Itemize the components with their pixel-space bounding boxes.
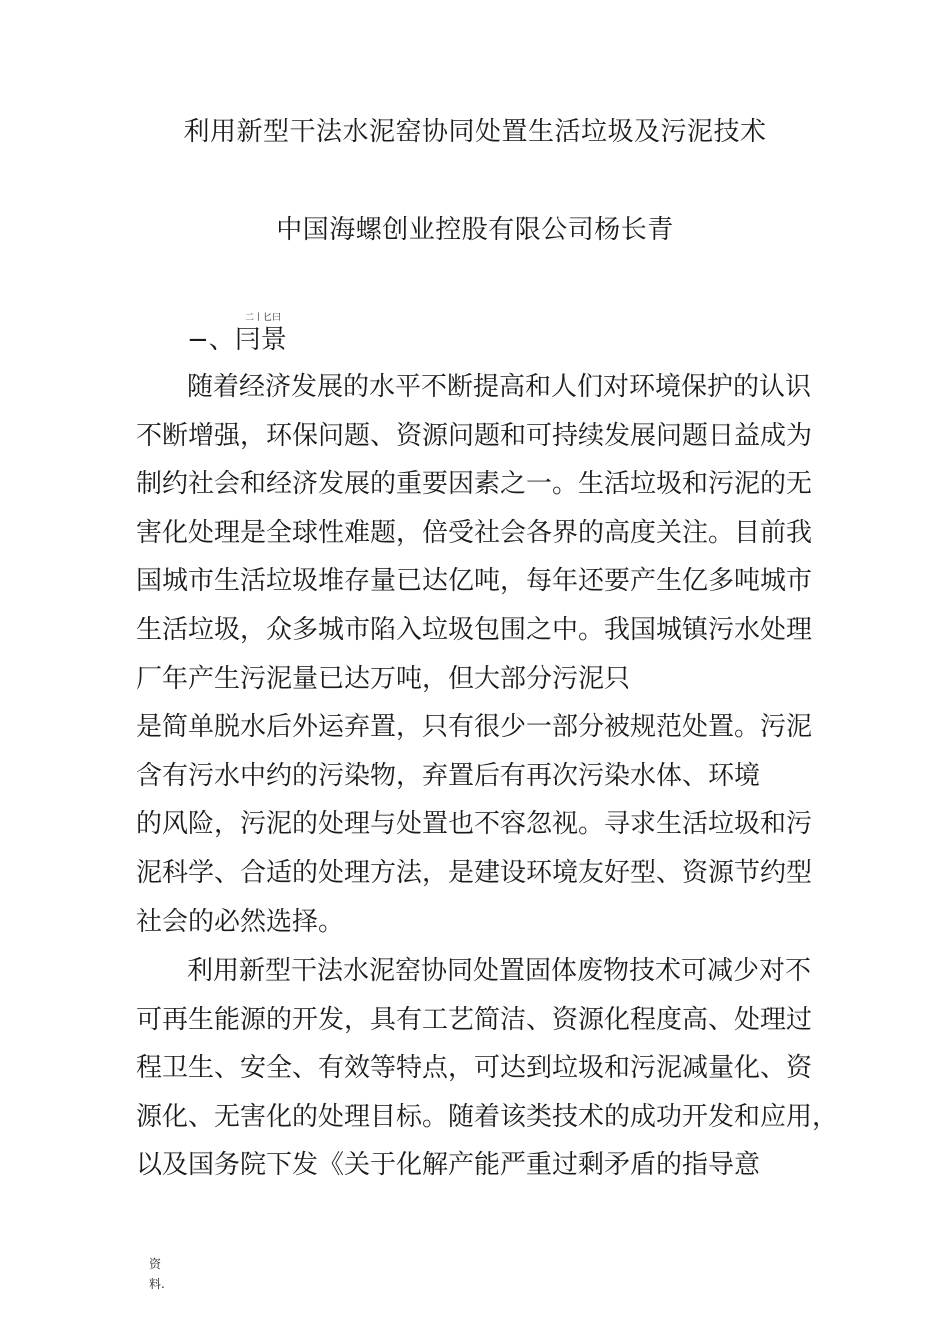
heading-annotation: 二丨匕曰: [245, 313, 282, 323]
paragraph-technology: [136, 947, 839, 1190]
paragraph-line: 以及国务院下发《关于化解产能严重过剩矛盾的指导意: [136, 1150, 761, 1181]
paragraph-line: 泥科学、合适的处理方法，是建设环境友好型、资源节约型: [136, 857, 813, 888]
footer-note: [149, 1254, 165, 1294]
paragraph-line: 害化处理是全球性难题，倍受社会各界的高度关注。目前我: [136, 517, 813, 548]
paragraph-line: 生活垃圾，众多城市陷入垃圾包围之中。我国城镇污水处理: [136, 614, 813, 645]
paragraph-line: 含有污水中约的污染物，弃置后有再次污染水体、环境: [136, 760, 761, 791]
paragraph-line: 是简单脱水后外运弃置，只有很少一部分被规范处置。污泥: [136, 712, 813, 743]
author-line: 中国海螺创业控股有限公司杨长青: [276, 215, 674, 245]
paragraph-background: [136, 363, 826, 946]
paragraph-line: 社会的必然选择。: [136, 906, 345, 937]
paragraph-line: 国城市生活垃圾堆存量已达亿吨，每年还要产生亿多吨城市: [136, 566, 813, 597]
document-title: 利用新型干法水泥窑协同处置生活垃圾及污泥技术: [183, 117, 767, 147]
paragraph-line: 厂年产生污泥量已达万吨，但大部分污泥只: [136, 663, 631, 694]
paragraph-line: 不断增强，环保问题、资源问题和可持续发展问题日益成为: [136, 420, 813, 451]
paragraph-line: 可再生能源的开发，具有工艺简洁、资源化程度高、处理过: [136, 1004, 813, 1035]
paragraph-line: 源化、无害化的处理目标。随着该类技术的成功开发和应用，: [136, 1101, 839, 1132]
footer-note-line: 资: [149, 1257, 162, 1271]
section-heading: −、冃景: [187, 325, 287, 355]
paragraph-line: 随着经济发展的水平不断提高和人们对环境保护的认识: [187, 372, 812, 402]
paragraph-line: 利用新型干法水泥窑协同处置固体废物技术可减少对不: [187, 956, 812, 986]
footer-note-line: 料.: [149, 1277, 165, 1291]
section-heading-block: [187, 313, 287, 362]
paragraph-line: 程卫生、安全、有效等特点，可达到垃圾和污泥减量化、资: [136, 1053, 813, 1084]
paragraph-line: 的风险，污泥的处理与处置也不容忽视。寻求生活垃圾和污: [136, 809, 813, 840]
paragraph-line: 制约社会和经济发展的重要因素之一。生活垃圾和污泥的无: [136, 469, 813, 500]
